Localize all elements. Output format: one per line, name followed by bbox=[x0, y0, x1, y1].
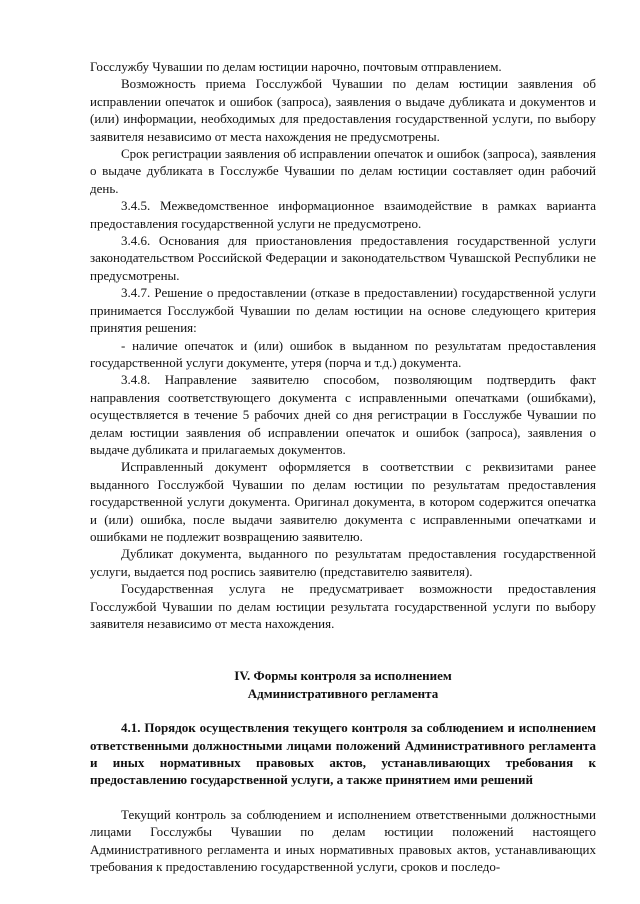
paragraph-2: Возможность приема Госслужбой Чувашии по делам юстиции заявления об исправлении опечаток и ошибок (запроса), заявления о выдаче дубликата и документов и (или) информации, необходимых для предоставления государственной услуги, по выбору заявителя независимо от места нахождения не предусмотрены. bbox=[90, 76, 596, 144]
section-title-line-2: Административного регламента bbox=[247, 685, 439, 701]
paragraph-3: Срок регистрации заявления об исправлении опечаток и ошибок (запроса), заявления о выдаче дубликата в Госслужбе Чувашии по делам юстиции составляет один рабочий день. bbox=[90, 146, 596, 196]
paragraph-service-location: Государственная услуга не предусматривает возможности предоставления Госслужбой Чувашии по делам юстиции результата государственной услуги по выбору заявителя независимо от места нахождения. bbox=[90, 581, 596, 631]
paragraph-criterion: - наличие опечаток и (или) ошибок в выданном по результатам предоставления государственной услуги документе, утеря (порча и т.д.) документа. bbox=[90, 337, 596, 370]
section-title-line-1: IV. Формы контроля за исполнением bbox=[234, 668, 452, 684]
paragraph-duplicate: Дубликат документа, выданного по результатам предоставления государственной услуги, выдается под роспись заявителю (представителю заявителя). bbox=[90, 546, 596, 579]
subsection-title: 4.1. Порядок осуществления текущего контроля за соблюдением и исполнением ответственными должностными лицами положений Административного регламента и иных нормативных правовых актов, устанавливающих требования к предоставлению государственной услуги, а также принятием ими решений bbox=[90, 720, 596, 788]
paragraph-3-4-8: 3.4.8. Направление заявителю способом, позволяющим подтвердить факт направления соответствующего документа с исправленными опечатками (ошибками), осуществляется в течение 5 рабочих дней со дня регистрации в Госслужбе Чувашии по делам юстиции заявления об исправлении опечаток и ошибок (запроса), заявления о выдаче дубликата и прилагаемых документов. bbox=[90, 372, 596, 457]
paragraph-1: Госслужбу Чувашии по делам юстиции нарочно, почтовым отправлением. bbox=[90, 59, 502, 74]
paragraph-corrected-document: Исправленный документ оформляется в соответствии с реквизитами ранее выданного Госслужбой Чувашии по делам юстиции по результатам предоставления государственной услуги документа. Оригинал документа, в котором содержится опечатка и (или) ошибка, после выдачи заявителю документа с исправленными опечатками и ошибками не подлежит возвращению заявителю. bbox=[90, 459, 596, 544]
paragraph-current-control: Текущий контроль за соблюдением и исполнением ответственными должностными лицами Госслужбы Чувашии по делам юстиции положений настоящего Административного регламента и иных нормативных правовых актов, устанавливающих требования к предоставлению государственной услуги, сроков и последо- bbox=[90, 806, 596, 875]
paragraph-3-4-7: 3.4.7. Решение о предоставлении (отказе в предоставлении) государственной услуги принимается Госслужбой Чувашии по делам юстиции на основе следующего критерия принятия решения: bbox=[90, 285, 596, 336]
document-page bbox=[90, 58, 596, 875]
paragraph-3-4-6: 3.4.6. Основания для приостановления предоставления государственной услуги законодательством Российской Федерации и законодательством Чувашской Республики не предусмотрены. bbox=[90, 233, 596, 283]
section-title bbox=[90, 667, 596, 702]
paragraph-3-4-5: 3.4.5. Межведомственное информационное взаимодействие в рамках варианта предоставления государственной услуги не предусмотрено. bbox=[90, 198, 596, 231]
